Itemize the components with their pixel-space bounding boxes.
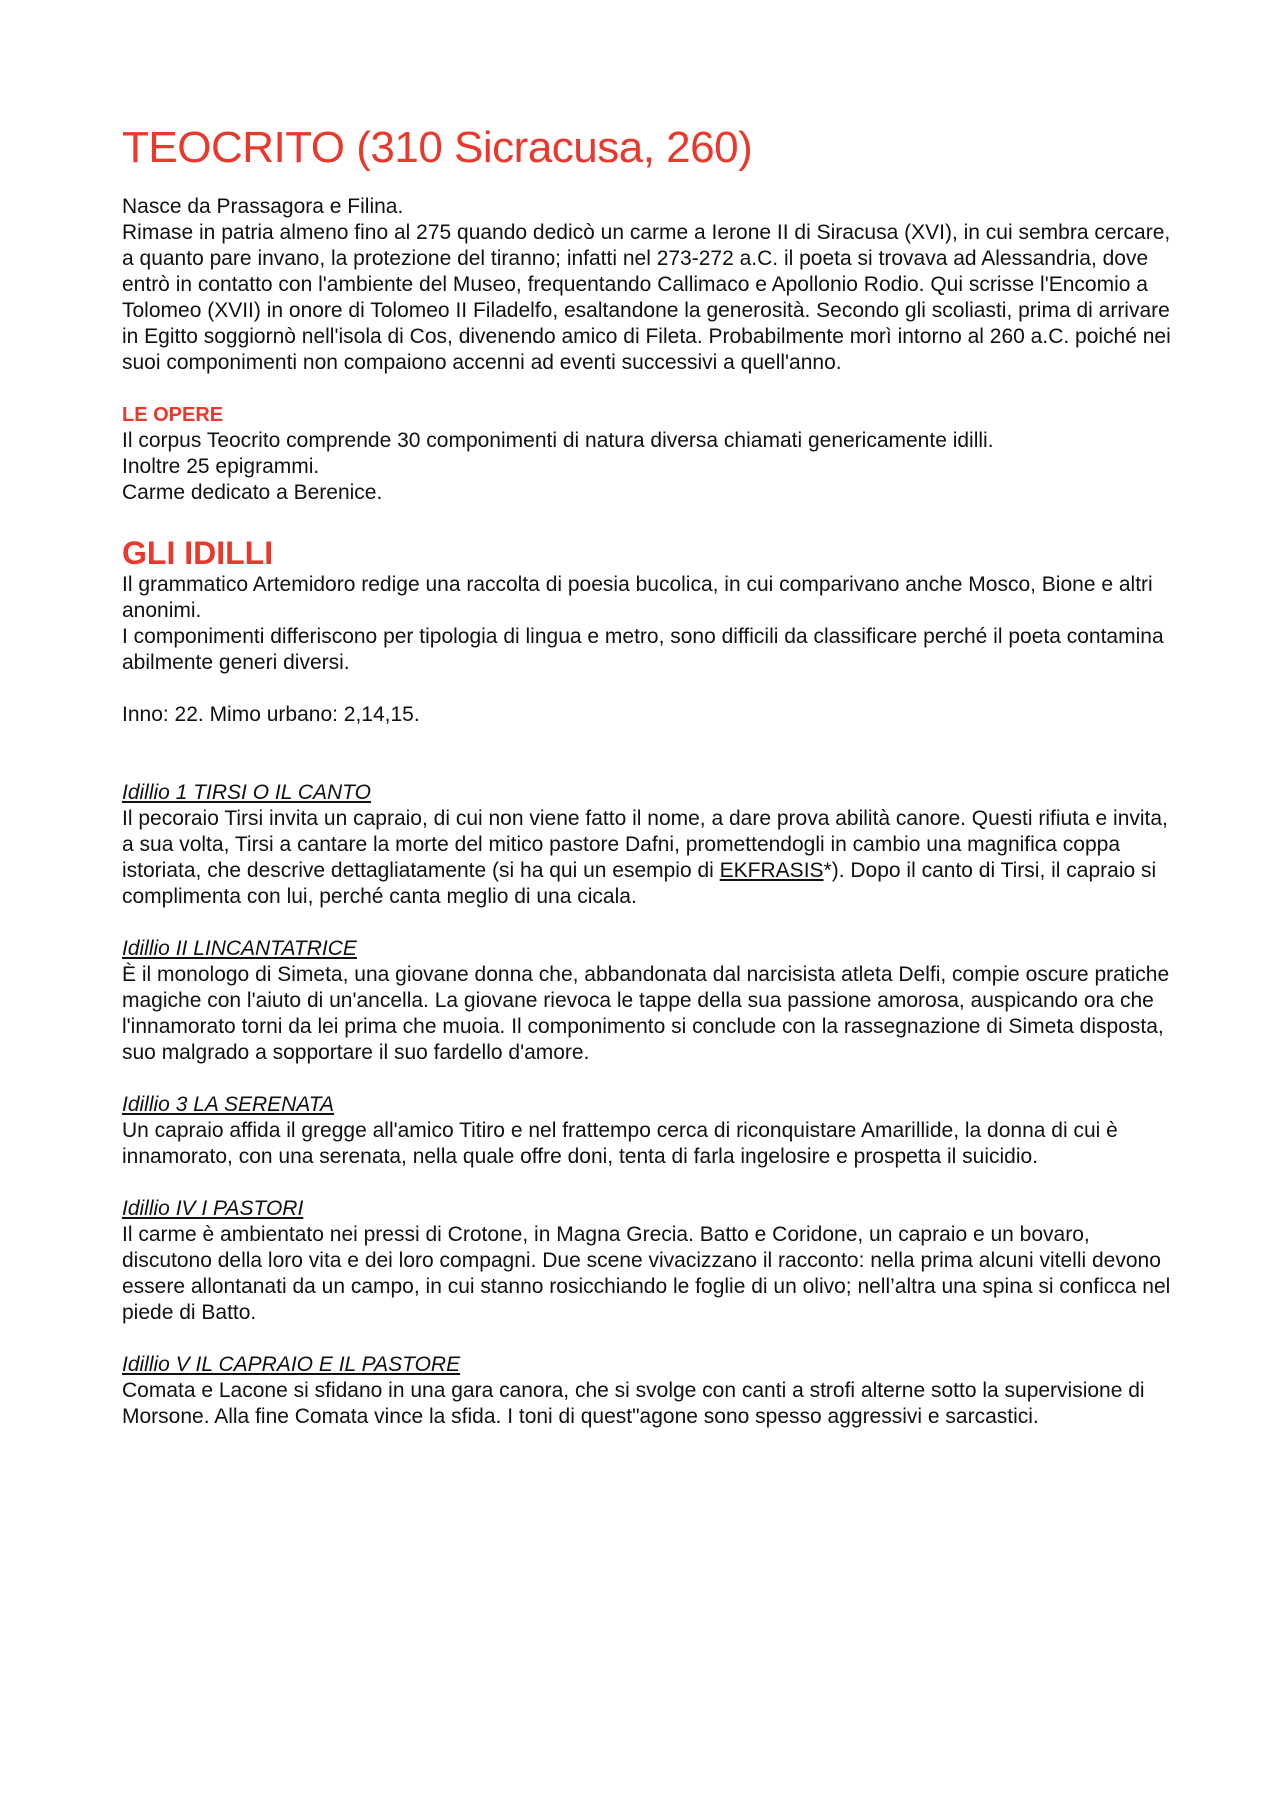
idyll-title: Idillio II LINCANTATRICE xyxy=(122,937,357,960)
idyll-text: È il monologo di Simeta, una giovane donna che, abbandonata dal narcisista atleta Delfi, compie oscure pratiche magiche con l'aiuto di un'ancella. La giovane rievoca le tappe della sua passione amorosa, auspicando ora che l'innamorato torni da lei prima che muoia. Il componimento si conclude con la rassegnazione di Simeta disposta, suo malgrado a sopportare il suo fardello d'amore. xyxy=(122,963,1170,1064)
intro-line: Nasce da Prassagora e Filina. xyxy=(122,195,404,218)
idyll-text xyxy=(122,806,1182,910)
opere-line: Inoltre 25 epigrammi. xyxy=(122,455,320,478)
section-heading-opere: LE OPERE xyxy=(122,404,224,426)
idyll-text-part: Il pecoraio Tirsi invita un capraio, di cui non viene fatto il nome, a dare prova abilità canore. Questi rifiuta e invita, a sua volta, Tirsi a cantare la morte del mitico pastore Dafni, promettendogli in cambio una magnifica coppa istoriata, che descrive dettagliatamente (si ha qui un esempio di xyxy=(122,807,1168,882)
idyll-text-part: *). Dopo il canto di Tirsi, il capraio si complimenta con lui, perché canta meglio di una cicala. xyxy=(122,859,1157,908)
opere-line: Carme dedicato a Berenice. xyxy=(122,481,383,504)
idyll-title: Idillio V IL CAPRAIO E IL PASTORE xyxy=(122,1353,461,1376)
idilli-summary: Inno: 22. Mimo urbano: 2,14,15. xyxy=(122,703,420,726)
idyll-title: Idillio IV I PASTORI xyxy=(122,1197,304,1220)
section-heading-idilli: GLI IDILLI xyxy=(122,535,274,571)
opere-line: Il corpus Teocrito comprende 30 componimenti di natura diversa chiamati genericamente idilli. xyxy=(122,429,994,452)
ekfrasis-term: EKFRASIS xyxy=(719,859,824,882)
page-title: TEOCRITO (310 Sicracusa, 260) xyxy=(122,123,753,172)
intro-paragraph: Rimase in patria almeno fino al 275 quando dedicò un carme a Ierone II di Siracusa (XVI), in cui sembra cercare, a quanto pare invano, la protezione del tiranno; infatti nel 273-272 a.C. il poeta si trovava ad Alessandria, dove entrò in contatto con l'ambiente del Museo, frequentando Callimaco e Apollonio Rodio. Qui scrisse l'Encomio a Tolomeo (XVII) in onore di Tolomeo II Filadelfo, esaltandone la generosità. Secondo gli scoliasti, prima di arrivare in Egitto soggiornò nell'isola di Cos, divenendo amico di Fileta. Probabilmente morì intorno al 260 a.C. poiché nei suoi componimenti non compaiono accenni ad eventi successivi a quell'anno. xyxy=(122,221,1171,374)
idilli-paragraph: I componimenti differiscono per tipologia di lingua e metro, sono difficili da classificare perché il poeta contamina abilmente generi diversi. xyxy=(122,625,1164,674)
idyll-title: Idillio 3 LA SERENATA xyxy=(122,1093,335,1116)
idyll-text: Il carme è ambientato nei pressi di Crotone, in Magna Grecia. Batto e Coridone, un capraio e un bovaro, discutono della loro vita e dei loro compagni. Due scene vivacizzano il racconto: nella prima alcuni vitelli devono essere allontanati da un campo, in cui stanno rosicchiando le foglie di un olivo; nell’altra una spina si conficca nel piede di Batto. xyxy=(122,1223,1171,1324)
idyll-title: Idillio 1 TIRSI O IL CANTO xyxy=(122,781,371,804)
idyll-text: Comata e Lacone si sfidano in una gara canora, che si svolge con canti a strofi alterne sotto la supervisione di Morsone. Alla fine Comata vince la sfida. I toni di quest"agone sono spesso aggressivi e sarcastici. xyxy=(122,1379,1145,1428)
idyll-text: Un capraio affida il gregge all'amico Titiro e nel frattempo cerca di riconquistare Amarillide, la donna di cui è innamorato, con una serenata, nella quale offre doni, tenta di farla ingelosire e prospetta il suicidio. xyxy=(122,1119,1118,1168)
idilli-paragraph: Il grammatico Artemidoro redige una raccolta di poesia bucolica, in cui comparivano anche Mosco, Bione e altri anonimi. xyxy=(122,573,1153,622)
document-page xyxy=(122,120,1182,1430)
